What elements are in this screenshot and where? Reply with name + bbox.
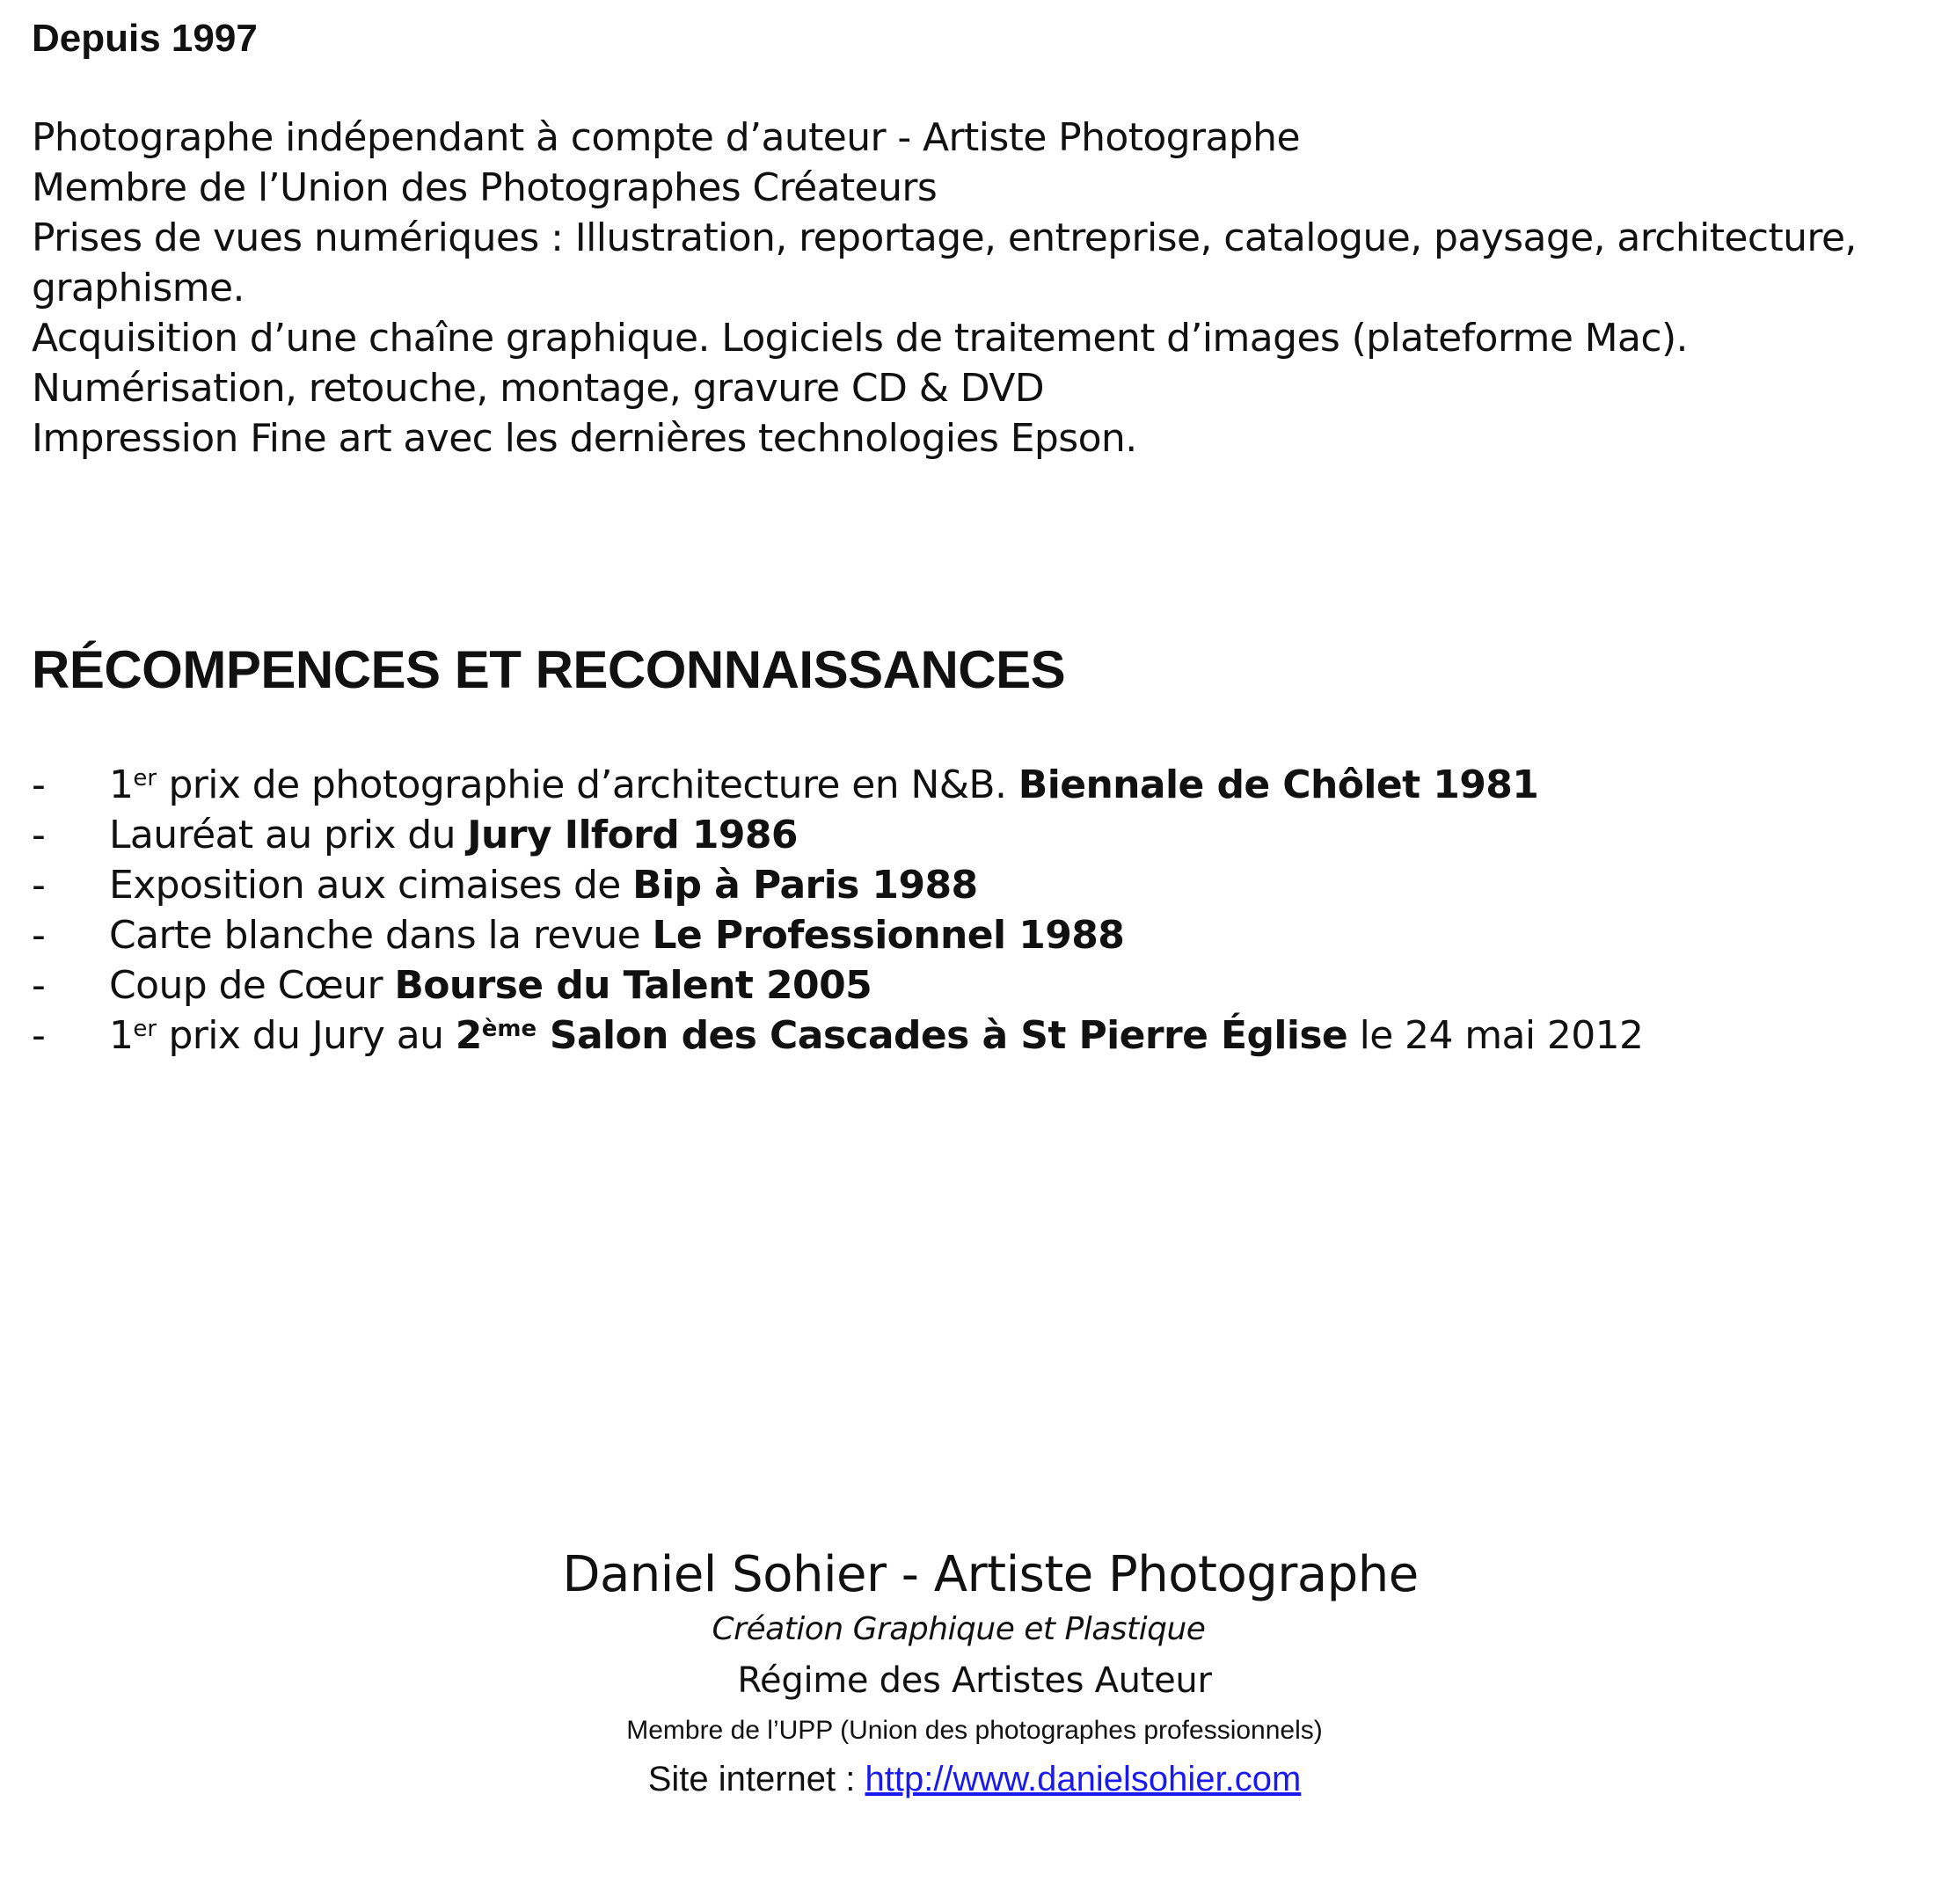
intro-line: Acquisition d’une chaîne graphique. Logiciels de traitement d’images (plateforme Mac). [32,316,1688,361]
award-item [32,860,1931,910]
awards-heading: RÉCOMPENCES ET RECONNAISSANCES [32,640,1066,699]
regime-line: Régime des Artistes Auteur [737,1660,1212,1701]
list-dash: - [32,913,46,958]
award-text: Carte blanche dans la revue Le Professionnel 1988 [109,913,1125,958]
list-dash: - [32,813,46,857]
artist-subtitle: Création Graphique et Plastique [712,1611,1206,1647]
membership-line: Membre de l’UPP (Union des photographes professionnels) [626,1716,1323,1745]
award-item [32,810,1931,860]
award-text: Coup de Cœur Bourse du Talent 2005 [109,963,872,1008]
list-dash: - [32,863,46,908]
website-link[interactable]: http://www.danielsohier.com [865,1760,1302,1798]
award-item [32,960,1931,1010]
list-dash: - [32,1013,46,1058]
award-item [32,1010,1931,1061]
award-text: 1er prix du Jury au 2ème Salon des Cascades à St Pierre Église le 24 mai 2012 [109,1013,1644,1058]
award-text: 1er prix de photographie d’architecture en N&B. Biennale de Chôlet 1981 [109,762,1539,807]
intro-line: Impression Fine art avec les dernières technologies Epson. [32,416,1137,461]
since-heading: Depuis 1997 [32,17,258,60]
list-dash: - [32,963,46,1008]
intro-line: graphisme. [32,266,245,310]
award-text: Exposition aux cimaises de Bip à Paris 1988 [109,863,978,908]
awards-list [32,760,1931,1061]
signature-block [0,1543,1949,1806]
award-text: Lauréat au prix du Jury Ilford 1986 [109,813,798,857]
intro-paragraph [32,113,1931,463]
list-dash: - [32,762,46,807]
intro-line: Prises de vues numériques : Illustration, reportage, entreprise, catalogue, paysage, architecture, [32,215,1857,260]
intro-line: Membre de l’Union des Photographes Créateurs [32,165,938,210]
award-item [32,760,1931,810]
website-line [0,1753,1949,1806]
artist-name: Daniel Sohier - Artiste Photographe [562,1546,1419,1603]
intro-line: Photographe indépendant à compte d’auteur - Artiste Photographe [32,115,1300,160]
award-item [32,910,1931,960]
intro-line: Numérisation, retouche, montage, gravure CD & DVD [32,366,1045,411]
website-label: Site internet : [647,1760,865,1798]
